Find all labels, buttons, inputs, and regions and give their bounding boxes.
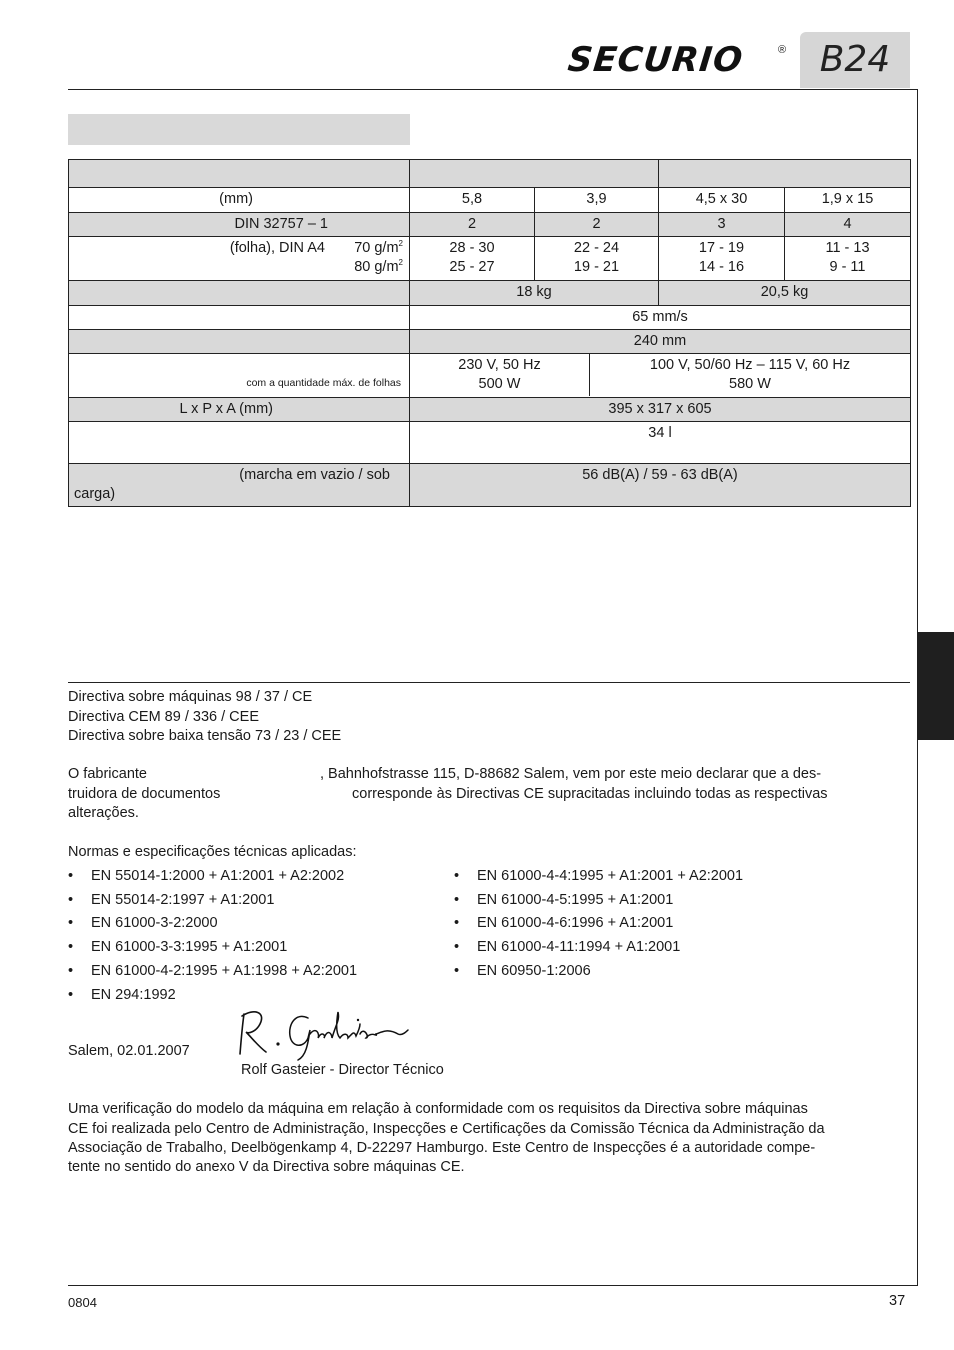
table-row: (mm) 5,8 3,9 4,5 x 30 1,9 x 15 xyxy=(69,188,911,213)
directive-low-voltage: Directiva sobre baixa tensão 73 / 23 / CEE xyxy=(68,728,342,744)
list-item: • EN 61000-3-3:1995 + A1:2001 xyxy=(68,939,288,955)
signatory-name: Rolf Gasteier - Director Técnico xyxy=(241,1062,444,1078)
manufacturer-text: truidora de documentos xyxy=(68,786,221,802)
table-row: (marcha em vazio / sob carga) 56 dB(A) / 59 - 63 dB(A) xyxy=(69,464,911,507)
list-item: • EN 61000-3-2:2000 xyxy=(68,915,218,931)
bottom-rule xyxy=(68,1285,918,1286)
signature-image xyxy=(236,1004,416,1062)
verification-text: Uma verificação do modelo da máquina em relação à conformidade com os requisitos da Directiva sobre máquinas xyxy=(68,1101,808,1117)
specifications-table xyxy=(68,159,911,507)
table-row: L x P x A (mm) 395 x 317 x 605 xyxy=(69,398,911,422)
manufacturer-text: O fabricante xyxy=(68,766,147,782)
page-number: 37 xyxy=(889,1293,906,1309)
footer-code: 0804 xyxy=(68,1295,97,1310)
verification-text: CE foi realizada pelo Centro de Administração, Inspecções e Certificações da Comissão Técnica da Administração da xyxy=(68,1121,825,1137)
list-item: • EN 61000-4-4:1995 + A1:2001 + A2:2001 xyxy=(454,868,744,884)
declaration-rule xyxy=(68,682,910,683)
manufacturer-text: corresponde às Directivas CE supracitadas incluindo todas as respectivas xyxy=(352,786,828,802)
list-item: • EN 61000-4-11:1994 + A1:2001 xyxy=(454,939,681,955)
model-label: B24 xyxy=(800,32,910,88)
top-rule xyxy=(68,89,918,90)
manufacturer-text: alterações. xyxy=(68,805,139,821)
verification-text: Associação de Trabalho, Deelbögenkamp 4, D-22297 Hamburgo. Este Centro de Inspecções é a autoridade compe- xyxy=(68,1140,816,1156)
place-date: Salem, 02.01.2007 xyxy=(68,1043,190,1059)
directive-emc: Directiva CEM 89 / 336 / CEE xyxy=(68,709,259,725)
table-row: (folha), DIN A4 70 $g/m^2$ 80 $g/m^2$ 28 - 30 25 - 27 22 - 24 19 - 21 17 - 19 14 - 16 11 - 13 9 - 11 xyxy=(69,237,911,281)
norms-title: Normas e especificações técnicas aplicadas: xyxy=(68,844,357,860)
list-item: • EN 61000-4-6:1996 + A1:2001 xyxy=(454,915,674,931)
list-item: • EN 61000-4-2:1995 + A1:1998 + A2:2001 xyxy=(68,963,358,979)
table-row: com a quantidade máx. de folhas 230 V, 50 Hz 500 W 100 V, 50/60 Hz – 115 V, 60 Hz 580 W xyxy=(69,354,911,398)
list-item: • EN 55014-1:2000 + A1:2001 + A2:2002 xyxy=(68,868,345,884)
table-header-row xyxy=(69,160,911,188)
directive-machinery: Directiva sobre máquinas 98 / 37 / CE xyxy=(68,689,313,705)
registered-mark: ® xyxy=(778,44,787,56)
section-heading-bar xyxy=(68,114,410,145)
table-row: 34 l xyxy=(69,422,911,464)
table-row: 240 mm xyxy=(69,330,911,354)
list-item: • EN 61000-4-5:1995 + A1:2001 xyxy=(454,892,674,908)
list-item: • EN 60950-1:2006 xyxy=(454,963,591,979)
list-item: • EN 55014-2:1997 + A1:2001 xyxy=(68,892,275,908)
table-row: DIN 32757 – 1 2 2 3 4 xyxy=(69,213,911,237)
brand-logo: SECURIO xyxy=(565,40,746,80)
language-tab xyxy=(917,632,954,740)
verification-text: tente no sentido do anexo V da Directiva sobre máquinas CE. xyxy=(68,1159,465,1175)
manufacturer-text: , Bahnhofstrasse 115, D-88682 Salem, vem por este meio declarar que a des- xyxy=(320,766,822,782)
list-item: • EN 294:1992 xyxy=(68,987,176,1003)
table-row: 18 kg 20,5 kg xyxy=(69,281,911,306)
table-row: 65 mm/s xyxy=(69,306,911,330)
